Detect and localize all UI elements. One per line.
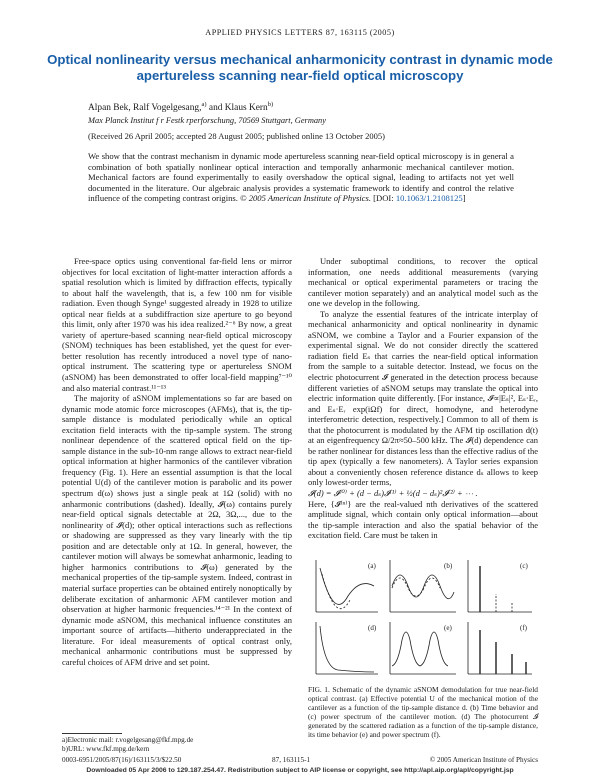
received-dates: (Received 26 April 2005; accepted 28 August 2005; published online 13 October 2005): [88, 131, 385, 141]
footer-code: 0003-6951/2005/87(16)/163115/3/$22.50: [62, 756, 182, 764]
footer-page-number: 87, 163115-1: [272, 756, 311, 764]
paper-title: Optical nonlinearity versus mechanical anharmonicity contrast in dynamic mode apertureless scanning near-field optical microscopy: [47, 52, 553, 83]
author-list: [88, 100, 274, 113]
body-paragraph: Under suboptimal conditions, to recover the optical information, one needs additional measurements (varying mechanical or optical experimental parameters or tracing the cantilever motion separately) and an analytical model such as the one we develop in the following.: [308, 256, 538, 309]
footer-copyright: © 2005 American Institute of Physics: [429, 756, 538, 764]
panel-label-a: (a): [368, 562, 376, 570]
body-column-left: [62, 256, 292, 667]
abstract-text: We show that the contrast mechanism in dynamic mode apertureless scanning near-field optical microscopy is in general a combination of both spatially nonlinear optical interaction and temporally anharmonic mechanical cantilever motion. Mechanical factors are found experimentally to easily overshadow the optical signal, leading to artifacts not yet well documented in the literature. Our algebraic analysis provides a systematic framework to identify and control the relative influence of the competing contrast origins.: [88, 151, 514, 204]
abstract: [88, 151, 514, 204]
footnote-email: a)Electronic mail: r.vogelgesang@fkf.mpg.de: [62, 736, 194, 744]
equation-1: 𝓘(d) = 𝓘⁽⁰⁾ + (d − dₛ)𝓘⁽¹⁾ + ½(d − dₛ)²𝓘⁽²⁾ + ⋯ .: [308, 488, 478, 499]
footnote-divider: [62, 733, 122, 734]
doi-suffix: ]: [462, 193, 466, 204]
panel-label-f: (f): [520, 624, 527, 632]
body-paragraph: The majority of aSNOM implementations so far are based on dynamic mode atomic force microscopes (AFMs), that is, the tip-sample distance is modulated periodically while an optical excitation field interacts with the tip-sample system. The strong nonlinear dependence of the scattered optical field on the tip-sample distance in the sub-10-nm range allows to extract near-field optical information at higher harmonics of the cantilever vibration frequency (Fig. 1). Here an essential assumption is that the local potential U(d) of the cantilever motion is parabolic and its power spectrum d(ω) shows just a single peak at 1Ω (solid) with no anharmonic contributions (dashed). Ideally, 𝓘(ω) contains purely near-field optical signals detectable at 2Ω, 3Ω,..., due to the nonlinearity of 𝓘(d); other optical interactions such as reflections or shadowing are suppressed as they vary linearly with the tip position and are detectable only at 1Ω. In general, however, the cantilever motion will always be somewhat anharmonic, leading to higher harmonics contributions to 𝓘(ω) generated by the mechanical properties of the tip-sample system. Indeed, contrast in material surface properties can be obtained entirely nonoptically by deliberate excitation of anharmonic AFM cantilever motion and observation at higher harmonic frequencies.¹⁴⁻²¹ In the context of dynamic mode aSNOM, this mechanical influence constitutes an important source of artifacts—hitherto underappreciated in the literature. For ideal measurements of optical contrast only, mechanical anharmonic contributions must be suppressed by careful choices of AFM drive and set point.: [62, 393, 292, 667]
download-notice: Downloaded 05 Apr 2006 to 129.187.254.47. Redistribution subject to AIP license or copyright, see http://apl.aip.org/apl/copyright.jsp: [86, 767, 514, 774]
panel-label-b: (b): [444, 562, 453, 570]
doi-prefix: [DOI:: [373, 193, 396, 204]
figure-caption: FIG. 1. Schematic of the dynamic aSNOM demodulation for true near-field optical contrast. (a) Effective potential U of the mechanical motion of the cantilever as a function of the tip-sample distance d. (b) Time behavior and (c) power spectrum of the cantilever motion. (d) The photocurrent 𝓘 generated by the scattered radiation as a function of the tip-sample distance, its time behavior (e) and power spectrum (f).: [308, 685, 538, 740]
body-paragraph: To analyze the essential features of the intricate interplay of mechanical anharmonicity and optical nonlinearity in dynamic aSNOM, we combine a Taylor and a Fourier expansion of the experimental signal. We do not consider directly the scattered radiation field Eₛ that carries the near-field optical information from the sample to a suitable detector. Instead, we focus on the electric photocurrent 𝓘 generated in the detection process because different varieties of aSNOM setups may translate the optical into electric information quite differently. [For instance, 𝓘∝|Eₛ|², Eₛ·Eᵣ, and Eₛ·Eᵣ exp(iΩf) for direct, homodyne, and heterodyne interferometric detection, respectively.] Common to all of them is that the photocurrent is modulated by the AFM tip oscillation d(t) at an eigenfrequency Ω/2π≈50–500 kHz. The 𝓘(d) dependence can be rather nonlinear for distances less than the effective radius of the tip apex (typically a few nanometers). A Taylor series expansion about a conveniently chosen reference distance dₛ allows to keep only lowest-order terms,: [308, 308, 538, 488]
footnote-url: b)URL: www.fkf.mpg.de/kern: [62, 744, 150, 753]
author-footnote-a: a): [201, 100, 207, 108]
body-paragraph: Free-space optics using conventional far-field lens or mirror objectives for local excitation of light-matter interaction affords a spatial resolution which is limited by diffraction effects, typically to about half the wavelength, that is, a few 100 nm for visible radiation. Even though Synge¹ suggested already in 1928 to utilize optical near fields at a subdiffraction size aperture to go beyond this limit, only after 1970 was his idea realized.²⁻⁶ By now, a great variety of aperture-based scanning near-field optical microscopy (SNOM) techniques has been established, yet the quest for ever-better resolution has recently introduced a novel type of nano-optical instrument. The scattering type or apertureless SNOM (aSNOM) has been demonstrated to offer local-field mapping⁷⁻¹⁰ and also material contrast.¹¹⁻¹³: [62, 256, 292, 393]
footnotes: [62, 736, 193, 754]
abstract-copyright: © 2005 American Institute of Physics.: [240, 193, 371, 204]
affiliation: Max Planck Institut f r Festk rperforschung, 70569 Stuttgart, Germany: [88, 116, 326, 125]
body-paragraph: Here, {𝓘⁽ⁿ⁾} are the real-valued nth derivatives of the scattered amplitude signal, which contain only optical information—about the tip-sample interaction and also the spatial behavior of the excitation field. Care must be taken in: [308, 498, 538, 541]
doi-link[interactable]: 10.1063/1.2108125: [395, 193, 463, 204]
authors-text: Alpan Bek, Ralf Vogelgesang,: [88, 103, 202, 113]
figure-1: [308, 556, 538, 680]
author-footnote-b: b): [267, 100, 274, 108]
journal-header: APPLIED PHYSICS LETTERS 87, 163115 (2005): [205, 28, 395, 37]
panel-label-e: (e): [444, 624, 452, 632]
panel-label-c: (c): [520, 562, 528, 570]
panel-label-d: (d): [368, 624, 377, 632]
body-column-right: [308, 256, 538, 541]
authors-and: and Klaus Kern: [206, 103, 268, 113]
